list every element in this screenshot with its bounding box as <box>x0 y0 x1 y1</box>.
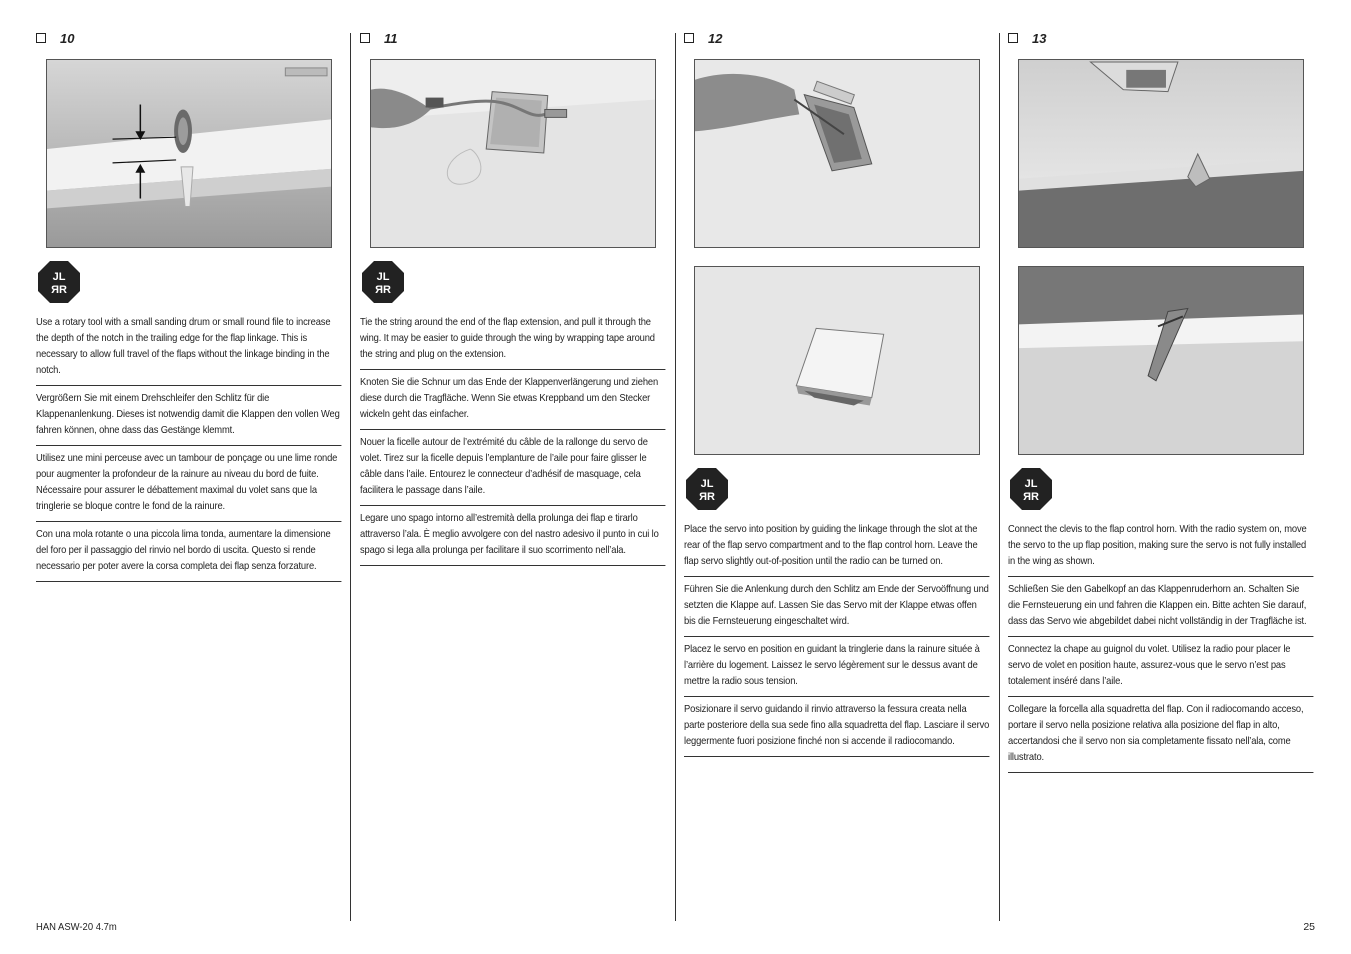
step-header <box>36 30 342 46</box>
paragraph-it: Posizionare il servo guidando il rinvio attraverso la fessura creata nella parte posteriore della sua sede fino alla squadretta del flap. Lasciare il servo leggermente fuori posizione finché non si accende il radiocomando. <box>684 697 989 757</box>
language-badge-icon <box>685 467 729 511</box>
paragraph-en: Tie the string around the end of the flap extension, and pull it through the wing. It may be easier to guide through the wing by wrapping tape around the string and plug on the extension. <box>360 310 665 370</box>
photo-clevis-horn <box>1018 59 1304 248</box>
checkbox-icon[interactable] <box>36 33 46 43</box>
language-badge-icon <box>1009 467 1053 511</box>
paragraph-it: Legare uno spago intorno all’estremità della prolunga dei flap e tirarlo attraverso l’ala. È meglio avvolgere con del nastro adesivo il punto in cui lo spago si lega alla prolunga per facilitare il suo scorrimento nell’ala. <box>360 506 665 566</box>
column-divider <box>350 33 351 921</box>
paragraph-de: Führen Sie die Anlenkung durch den Schlitz am Ende der Servoöffnung und setzten die Klappe auf. Lassen Sie das Servo mit der Klappe etwas offen bis die Fernsteuerung eingeschaltet wird. <box>684 577 989 637</box>
step-number: 10 <box>60 30 75 46</box>
photo-sanding-notch <box>46 59 332 248</box>
paragraph-fr: Nouer la ficelle autour de l’extrémité du câble de la rallonge du servo de volet. Tirez sur la ficelle depuis l’emplanture de l’aile pour faire glisser le câble dans l’aile. Entourez le connecteur d’adhésif de masquage, cela facilitera le passage dans l’aile. <box>360 430 665 506</box>
paragraph-de: Vergrößern Sie mit einem Drehschleifer den Schlitz für die Klappenanlenkung. Dieses ist notwendig damit die Klappen den vollen Weg fahren können, ohne dass das Gestänge klemmt. <box>36 386 341 446</box>
instruction-text-block <box>360 310 666 566</box>
paragraph-fr: Utilisez une mini perceuse avec un tambour de ponçage ou une lime ronde pour augmenter la profondeur de la rainure au niveau du bord de fuite. Nécessaire pour assurer le débattement maximal du volet sans que la tringlerie se bloque contre le fond de la rainure. <box>36 446 341 522</box>
photo-servo-guiding <box>694 59 980 248</box>
paragraph-de: Knoten Sie die Schnur um das Ende der Klappenverlängerung und ziehen diese durch die Tragfläche. Wenn Sie etwas Kreppband um den Stecker wickeln geht das einfacher. <box>360 370 665 430</box>
checkbox-icon[interactable] <box>360 33 370 43</box>
instruction-text-block <box>1008 517 1314 773</box>
step-column-10 <box>36 30 342 572</box>
photo-flap-up-position <box>1018 266 1304 455</box>
paragraph-fr: Connectez la chape au guignol du volet. Utilisez la radio pour placer le servo de volet en position haute, assurez-vous que le servo n’est pas totalement inséré dans l’aile. <box>1008 637 1313 697</box>
paragraph-en: Use a rotary tool with a small sanding drum or small round file to increase the depth of the notch in the trailing edge for the flap linkage. This is necessary to allow full travel of the flaps without the linkage binding in the notch. <box>36 310 341 386</box>
paragraph-en: Connect the clevis to the flap control horn. With the radio system on, move the servo to the up flap position, making sure the servo is not fully installed in the wing as shown. <box>1008 517 1313 577</box>
svg-text:ЯR: ЯR <box>375 284 391 296</box>
svg-text:JL: JL <box>700 478 714 490</box>
svg-text:ЯR: ЯR <box>51 284 67 296</box>
checkbox-icon[interactable] <box>684 33 694 43</box>
paragraph-en: Place the servo into position by guiding the linkage through the slot at the rear of the flap servo compartment and to the flap control horn. Leave the flap servo slightly out-of-position until the radio can be turned on. <box>684 517 989 577</box>
photo-servo-out-of-position <box>694 266 980 455</box>
step-number: 11 <box>384 30 398 46</box>
paragraph-fr: Placez le servo en position en guidant la tringlerie dans la rainure située à l’arrière du logement. Laissez le servo légèrement sur le dessus avant de mettre la radio sous tension. <box>684 637 989 697</box>
step-number: 12 <box>708 30 723 46</box>
paragraph-de: Schließen Sie den Gabelkopf an das Klappenruderhorn an. Schalten Sie die Fernsteuerung ein und fahren die Klappen ein. Bitte achten Sie darauf, dass das Servo wie abgebildet dabei nicht vollständig in der Tragfläche ist. <box>1008 577 1313 637</box>
step-header <box>1008 30 1314 46</box>
footer-model-name: HAN ASW-20 4.7m <box>36 921 117 933</box>
step-header <box>360 30 666 46</box>
step-header <box>684 30 990 46</box>
svg-text:JL: JL <box>1024 478 1038 490</box>
column-divider <box>999 33 1000 921</box>
checkbox-icon[interactable] <box>1008 33 1018 43</box>
paragraph-it: Collegare la forcella alla squadretta del flap. Con il radiocomando acceso, portare il servo nella posizione relativa alla posizione del flap in alto, accertandosi che il servo non sia completamente fissato nell’ala, come illustrato. <box>1008 697 1313 773</box>
language-badge-icon <box>361 260 405 304</box>
photo-string-extension <box>370 59 656 248</box>
svg-text:JL: JL <box>52 271 66 283</box>
svg-text:JL: JL <box>376 271 390 283</box>
step-column-11 <box>360 30 666 556</box>
svg-text:ЯR: ЯR <box>699 491 715 503</box>
svg-text:ЯR: ЯR <box>1023 491 1039 503</box>
instruction-text-block <box>36 310 342 582</box>
paragraph-it: Con una mola rotante o una piccola lima tonda, aumentare la dimensione del foro per il passaggio del rinvio nel bordo di uscita. Questo si rende necessario per poter avere la corsa completa dei flap senza forzature. <box>36 522 341 582</box>
page-number: 25 <box>1303 921 1315 933</box>
language-badge-icon <box>37 260 81 304</box>
step-number: 13 <box>1032 30 1047 46</box>
column-divider <box>675 33 676 921</box>
instruction-text-block <box>684 517 990 757</box>
step-column-12 <box>684 30 990 747</box>
step-column-13 <box>1008 30 1314 763</box>
